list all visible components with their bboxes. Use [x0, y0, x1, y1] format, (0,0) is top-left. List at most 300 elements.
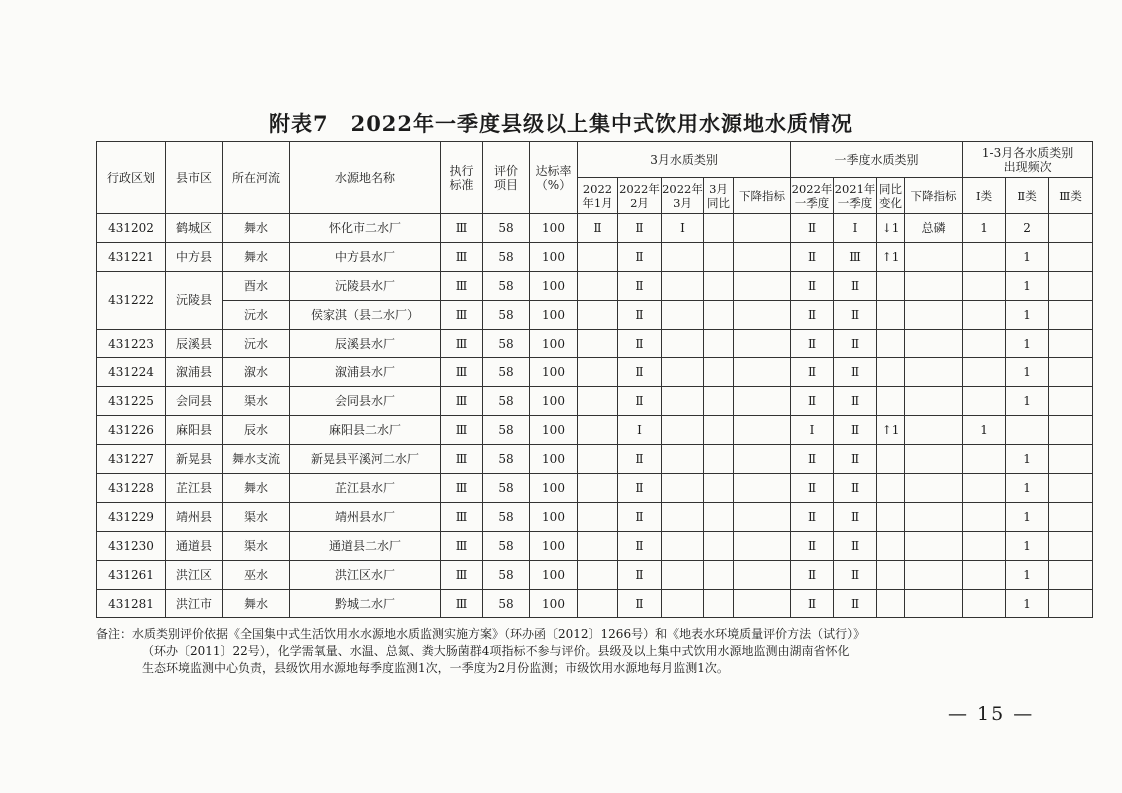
- freq-class2-cell: 1: [1006, 300, 1049, 329]
- rate-cell: 100: [530, 242, 578, 271]
- month-decline-cell: [734, 329, 791, 358]
- month-decline-cell: [734, 271, 791, 300]
- quarter-decline-cell: [905, 502, 963, 531]
- freq-class2-cell: 2: [1006, 214, 1049, 243]
- month-decline-cell: [734, 474, 791, 503]
- source-name-cell: 会同县水厂: [290, 387, 441, 416]
- header-class-1: Ⅰ类: [963, 178, 1006, 214]
- mar-class-cell: [662, 329, 704, 358]
- jan-class-cell: [578, 242, 618, 271]
- region-code-cell: 431229: [97, 502, 166, 531]
- quarter-decline-cell: [905, 242, 963, 271]
- q-yoy-cell: [877, 329, 905, 358]
- standard-cell: Ⅲ: [441, 560, 483, 589]
- county-cell: 靖州县: [166, 502, 223, 531]
- freq-class3-cell: [1049, 242, 1093, 271]
- quarter-decline-cell: [905, 329, 963, 358]
- items-cell: 58: [483, 358, 530, 387]
- region-code-cell: 431228: [97, 474, 166, 503]
- q-yoy-cell: [877, 271, 905, 300]
- month-decline-cell: [734, 502, 791, 531]
- rate-cell: 100: [530, 589, 578, 618]
- rate-cell: 100: [530, 474, 578, 503]
- items-cell: 58: [483, 445, 530, 474]
- mar-class-cell: [662, 271, 704, 300]
- feb-class-cell: Ⅱ: [618, 300, 662, 329]
- q2022-class-cell: Ⅱ: [791, 589, 834, 618]
- freq-class3-cell: [1049, 531, 1093, 560]
- standard-cell: Ⅲ: [441, 329, 483, 358]
- standard-cell: Ⅲ: [441, 242, 483, 271]
- freq-class1-cell: [963, 502, 1006, 531]
- standard-cell: Ⅲ: [441, 358, 483, 387]
- county-cell: 洪江区: [166, 560, 223, 589]
- month-decline-cell: [734, 445, 791, 474]
- river-cell: 溆水: [223, 358, 290, 387]
- source-name-cell: 沅陵县水厂: [290, 271, 441, 300]
- table-row: [97, 502, 1093, 531]
- river-cell: 渠水: [223, 387, 290, 416]
- table-row: [97, 445, 1093, 474]
- header-freq-group: 1-3月各水质类别出现频次: [963, 142, 1093, 178]
- county-cell: 洪江市: [166, 589, 223, 618]
- rate-cell: 100: [530, 560, 578, 589]
- freq-class3-cell: [1049, 300, 1093, 329]
- mar-yoy-cell: [704, 531, 734, 560]
- table-row: [97, 474, 1093, 503]
- source-name-cell: 中方县水厂: [290, 242, 441, 271]
- header-rate: 达标率（%）: [530, 142, 578, 214]
- freq-class3-cell: [1049, 445, 1093, 474]
- rate-cell: 100: [530, 416, 578, 445]
- feb-class-cell: Ⅰ: [618, 416, 662, 445]
- standard-cell: Ⅲ: [441, 214, 483, 243]
- q2021-class-cell: Ⅱ: [834, 474, 877, 503]
- q2021-class-cell: Ⅰ: [834, 214, 877, 243]
- note-line: 生态环境监测中心负责，县级饮用水源地每季度监测1次，一季度为2月份监测；市级饮用水源地每月监测1次。: [142, 661, 729, 675]
- rate-cell: 100: [530, 358, 578, 387]
- rate-cell: 100: [530, 271, 578, 300]
- items-cell: 58: [483, 560, 530, 589]
- mar-yoy-cell: [704, 474, 734, 503]
- q-yoy-cell: ↓1: [877, 214, 905, 243]
- q2021-class-cell: Ⅲ: [834, 242, 877, 271]
- table-row: [97, 387, 1093, 416]
- freq-class2-cell: [1006, 416, 1049, 445]
- items-cell: 58: [483, 531, 530, 560]
- freq-class3-cell: [1049, 214, 1093, 243]
- freq-class1-cell: [963, 387, 1006, 416]
- header-2022-jan: 2022年1月: [578, 178, 618, 214]
- source-name-cell: 洪江区水厂: [290, 560, 441, 589]
- mar-class-cell: [662, 560, 704, 589]
- jan-class-cell: [578, 531, 618, 560]
- items-cell: 58: [483, 416, 530, 445]
- q2022-class-cell: Ⅱ: [791, 300, 834, 329]
- q2021-class-cell: Ⅱ: [834, 271, 877, 300]
- q2022-class-cell: Ⅱ: [791, 358, 834, 387]
- freq-class1-cell: [963, 300, 1006, 329]
- header-items: 评价项目: [483, 142, 530, 214]
- feb-class-cell: Ⅱ: [618, 358, 662, 387]
- header-source-name: 水源地名称: [290, 142, 441, 214]
- standard-cell: Ⅲ: [441, 531, 483, 560]
- quarter-decline-cell: [905, 387, 963, 416]
- mar-yoy-cell: [704, 300, 734, 329]
- q2021-class-cell: Ⅱ: [834, 445, 877, 474]
- rate-cell: 100: [530, 531, 578, 560]
- mar-yoy-cell: [704, 502, 734, 531]
- page-title: 附表7 2022年一季度县级以上集中式饮用水源地水质情况: [268, 111, 854, 136]
- freq-class2-cell: 1: [1006, 531, 1049, 560]
- county-cell: 中方县: [166, 242, 223, 271]
- header-river: 所在河流: [223, 142, 290, 214]
- jan-class-cell: [578, 560, 618, 589]
- month-decline-cell: [734, 300, 791, 329]
- freq-class2-cell: 1: [1006, 242, 1049, 271]
- header-q2021: 2021年一季度: [834, 178, 877, 214]
- freq-class3-cell: [1049, 502, 1093, 531]
- jan-class-cell: [578, 387, 618, 416]
- freq-class2-cell: 1: [1006, 445, 1049, 474]
- freq-class3-cell: [1049, 589, 1093, 618]
- items-cell: 58: [483, 502, 530, 531]
- freq-class2-cell: 1: [1006, 358, 1049, 387]
- source-name-cell: 辰溪县水厂: [290, 329, 441, 358]
- region-code-cell: 431224: [97, 358, 166, 387]
- month-decline-cell: [734, 358, 791, 387]
- header-2022-feb: 2022年2月: [618, 178, 662, 214]
- county-cell: 芷江县: [166, 474, 223, 503]
- q2022-class-cell: Ⅱ: [791, 502, 834, 531]
- mar-class-cell: [662, 242, 704, 271]
- county-cell: 溆浦县: [166, 358, 223, 387]
- q2021-class-cell: Ⅱ: [834, 358, 877, 387]
- quarter-decline-cell: [905, 589, 963, 618]
- feb-class-cell: Ⅱ: [618, 271, 662, 300]
- items-cell: 58: [483, 214, 530, 243]
- quarter-decline-cell: [905, 358, 963, 387]
- q2022-class-cell: Ⅱ: [791, 271, 834, 300]
- standard-cell: Ⅲ: [441, 502, 483, 531]
- river-cell: 舞水: [223, 242, 290, 271]
- source-name-cell: 芷江县水厂: [290, 474, 441, 503]
- county-cell: 通道县: [166, 531, 223, 560]
- river-cell: 渠水: [223, 531, 290, 560]
- q2021-class-cell: Ⅱ: [834, 531, 877, 560]
- q2022-class-cell: Ⅱ: [791, 474, 834, 503]
- month-decline-cell: [734, 214, 791, 243]
- q-yoy-cell: [877, 387, 905, 416]
- q2022-class-cell: Ⅱ: [791, 242, 834, 271]
- region-code-cell: 431221: [97, 242, 166, 271]
- river-cell: 舞水: [223, 589, 290, 618]
- jan-class-cell: Ⅱ: [578, 214, 618, 243]
- region-code-cell: 431202: [97, 214, 166, 243]
- freq-class1-cell: [963, 445, 1006, 474]
- region-code-cell: 431281: [97, 589, 166, 618]
- standard-cell: Ⅲ: [441, 416, 483, 445]
- source-name-cell: 通道县二水厂: [290, 531, 441, 560]
- freq-class3-cell: [1049, 474, 1093, 503]
- freq-class1-cell: 1: [963, 214, 1006, 243]
- county-cell: 会同县: [166, 387, 223, 416]
- freq-class2-cell: 1: [1006, 560, 1049, 589]
- region-code-cell: 431223: [97, 329, 166, 358]
- mar-class-cell: [662, 358, 704, 387]
- source-name-cell: 麻阳县二水厂: [290, 416, 441, 445]
- q-yoy-cell: [877, 358, 905, 387]
- source-name-cell: 怀化市二水厂: [290, 214, 441, 243]
- region-code-cell: 431226: [97, 416, 166, 445]
- table-row: [97, 531, 1093, 560]
- river-cell: 舞水支流: [223, 445, 290, 474]
- standard-cell: Ⅲ: [441, 445, 483, 474]
- jan-class-cell: [578, 358, 618, 387]
- freq-class2-cell: 1: [1006, 387, 1049, 416]
- source-name-cell: 黔城二水厂: [290, 589, 441, 618]
- jan-class-cell: [578, 416, 618, 445]
- freq-class3-cell: [1049, 560, 1093, 589]
- mar-yoy-cell: [704, 214, 734, 243]
- freq-class1-cell: [963, 358, 1006, 387]
- header-quarter-decline: 下降指标: [905, 178, 963, 214]
- standard-cell: Ⅲ: [441, 474, 483, 503]
- mar-yoy-cell: [704, 242, 734, 271]
- feb-class-cell: Ⅱ: [618, 242, 662, 271]
- freq-class3-cell: [1049, 271, 1093, 300]
- source-name-cell: 溆浦县水厂: [290, 358, 441, 387]
- header-class-3: Ⅲ类: [1049, 178, 1093, 214]
- items-cell: 58: [483, 387, 530, 416]
- feb-class-cell: Ⅱ: [618, 445, 662, 474]
- jan-class-cell: [578, 271, 618, 300]
- q2022-class-cell: Ⅱ: [791, 560, 834, 589]
- notes: [96, 626, 1096, 677]
- jan-class-cell: [578, 300, 618, 329]
- standard-cell: Ⅲ: [441, 387, 483, 416]
- rate-cell: 100: [530, 445, 578, 474]
- freq-class3-cell: [1049, 329, 1093, 358]
- mar-yoy-cell: [704, 358, 734, 387]
- q2021-class-cell: Ⅱ: [834, 560, 877, 589]
- mar-class-cell: Ⅰ: [662, 214, 704, 243]
- mar-yoy-cell: [704, 416, 734, 445]
- standard-cell: Ⅲ: [441, 300, 483, 329]
- county-cell: 辰溪县: [166, 329, 223, 358]
- table-row: [97, 300, 1093, 329]
- header-mar-yoy: 3月同比: [704, 178, 734, 214]
- q2022-class-cell: Ⅰ: [791, 416, 834, 445]
- region-code-cell: 431230: [97, 531, 166, 560]
- table-row: [97, 242, 1093, 271]
- freq-class2-cell: 1: [1006, 329, 1049, 358]
- feb-class-cell: Ⅱ: [618, 329, 662, 358]
- region-code-cell: 431222: [97, 271, 166, 329]
- items-cell: 58: [483, 474, 530, 503]
- header-march-group: 3月水质类别: [578, 142, 791, 178]
- source-name-cell: 侯家淇（县二水厂）: [290, 300, 441, 329]
- river-cell: 舞水: [223, 214, 290, 243]
- quarter-decline-cell: 总磷: [905, 214, 963, 243]
- water-quality-table: [96, 141, 1093, 618]
- feb-class-cell: Ⅱ: [618, 474, 662, 503]
- q2021-class-cell: Ⅱ: [834, 502, 877, 531]
- rate-cell: 100: [530, 502, 578, 531]
- freq-class3-cell: [1049, 358, 1093, 387]
- standard-cell: Ⅲ: [441, 271, 483, 300]
- mar-yoy-cell: [704, 387, 734, 416]
- header-region-code: 行政区划: [97, 142, 166, 214]
- items-cell: 58: [483, 242, 530, 271]
- mar-class-cell: [662, 416, 704, 445]
- freq-class3-cell: [1049, 416, 1093, 445]
- mar-class-cell: [662, 445, 704, 474]
- rate-cell: 100: [530, 329, 578, 358]
- mar-class-cell: [662, 387, 704, 416]
- quarter-decline-cell: [905, 271, 963, 300]
- feb-class-cell: Ⅱ: [618, 387, 662, 416]
- river-cell: 沅水: [223, 300, 290, 329]
- header-month-decline: 下降指标: [734, 178, 791, 214]
- q-yoy-cell: ↑1: [877, 416, 905, 445]
- feb-class-cell: Ⅱ: [618, 560, 662, 589]
- feb-class-cell: Ⅱ: [618, 531, 662, 560]
- mar-yoy-cell: [704, 589, 734, 618]
- q2022-class-cell: Ⅱ: [791, 214, 834, 243]
- county-cell: 新晃县: [166, 445, 223, 474]
- q2021-class-cell: Ⅱ: [834, 329, 877, 358]
- quarter-decline-cell: [905, 300, 963, 329]
- table-row: [97, 214, 1093, 243]
- mar-class-cell: [662, 502, 704, 531]
- freq-class2-cell: 1: [1006, 474, 1049, 503]
- table-row: [97, 589, 1093, 618]
- freq-class3-cell: [1049, 387, 1093, 416]
- freq-class2-cell: 1: [1006, 271, 1049, 300]
- quarter-decline-cell: [905, 560, 963, 589]
- q2022-class-cell: Ⅱ: [791, 531, 834, 560]
- rate-cell: 100: [530, 214, 578, 243]
- quarter-decline-cell: [905, 531, 963, 560]
- source-name-cell: 新晃县平溪河二水厂: [290, 445, 441, 474]
- jan-class-cell: [578, 589, 618, 618]
- q2022-class-cell: Ⅱ: [791, 329, 834, 358]
- feb-class-cell: Ⅱ: [618, 502, 662, 531]
- q2021-class-cell: Ⅱ: [834, 416, 877, 445]
- q-yoy-cell: [877, 589, 905, 618]
- rate-cell: 100: [530, 387, 578, 416]
- river-cell: 巫水: [223, 560, 290, 589]
- quarter-decline-cell: [905, 474, 963, 503]
- freq-class1-cell: [963, 474, 1006, 503]
- page-number: — 15 —: [948, 703, 1035, 725]
- table-row: [97, 329, 1093, 358]
- river-cell: 沅水: [223, 329, 290, 358]
- county-cell: 麻阳县: [166, 416, 223, 445]
- table-row: [97, 271, 1093, 300]
- q2021-class-cell: Ⅱ: [834, 387, 877, 416]
- q-yoy-cell: [877, 474, 905, 503]
- river-cell: 渠水: [223, 502, 290, 531]
- q-yoy-cell: [877, 445, 905, 474]
- q2021-class-cell: Ⅱ: [834, 589, 877, 618]
- mar-yoy-cell: [704, 329, 734, 358]
- standard-cell: Ⅲ: [441, 589, 483, 618]
- mar-yoy-cell: [704, 560, 734, 589]
- q2022-class-cell: Ⅱ: [791, 445, 834, 474]
- mar-yoy-cell: [704, 445, 734, 474]
- river-cell: 舞水: [223, 474, 290, 503]
- table-row: [97, 358, 1093, 387]
- quarter-decline-cell: [905, 416, 963, 445]
- jan-class-cell: [578, 502, 618, 531]
- freq-class1-cell: 1: [963, 416, 1006, 445]
- mar-class-cell: [662, 531, 704, 560]
- month-decline-cell: [734, 416, 791, 445]
- county-cell: 鹤城区: [166, 214, 223, 243]
- freq-class2-cell: 1: [1006, 502, 1049, 531]
- month-decline-cell: [734, 387, 791, 416]
- q2022-class-cell: Ⅱ: [791, 387, 834, 416]
- header-2022-mar: 2022年3月: [662, 178, 704, 214]
- mar-yoy-cell: [704, 271, 734, 300]
- region-code-cell: 431225: [97, 387, 166, 416]
- freq-class1-cell: [963, 560, 1006, 589]
- feb-class-cell: Ⅱ: [618, 589, 662, 618]
- quarter-decline-cell: [905, 445, 963, 474]
- items-cell: 58: [483, 271, 530, 300]
- mar-class-cell: [662, 474, 704, 503]
- q-yoy-cell: ↑1: [877, 242, 905, 271]
- table-row: [97, 416, 1093, 445]
- q-yoy-cell: [877, 300, 905, 329]
- month-decline-cell: [734, 560, 791, 589]
- region-code-cell: 431227: [97, 445, 166, 474]
- items-cell: 58: [483, 300, 530, 329]
- month-decline-cell: [734, 531, 791, 560]
- note-line: 备注：水质类别评价依据《全国集中式生活饮用水水源地水质监测实施方案》（环办函〔2012〕1266号）和《地表水环境质量评价方法（试行）》: [96, 627, 866, 641]
- river-cell: 酉水: [223, 271, 290, 300]
- freq-class1-cell: [963, 242, 1006, 271]
- header-class-2: Ⅱ类: [1006, 178, 1049, 214]
- header-standard: 执行标准: [441, 142, 483, 214]
- q-yoy-cell: [877, 560, 905, 589]
- region-code-cell: 431261: [97, 560, 166, 589]
- freq-class1-cell: [963, 589, 1006, 618]
- header-q-yoy: 同比变化: [877, 178, 905, 214]
- q2021-class-cell: Ⅱ: [834, 300, 877, 329]
- q-yoy-cell: [877, 531, 905, 560]
- source-name-cell: 靖州县水厂: [290, 502, 441, 531]
- county-cell: 沅陵县: [166, 271, 223, 329]
- month-decline-cell: [734, 242, 791, 271]
- items-cell: 58: [483, 329, 530, 358]
- items-cell: 58: [483, 589, 530, 618]
- rate-cell: 100: [530, 300, 578, 329]
- freq-class2-cell: 1: [1006, 589, 1049, 618]
- month-decline-cell: [734, 589, 791, 618]
- freq-class1-cell: [963, 531, 1006, 560]
- jan-class-cell: [578, 445, 618, 474]
- jan-class-cell: [578, 474, 618, 503]
- header-county: 县市区: [166, 142, 223, 214]
- header-quarter-group: 一季度水质类别: [791, 142, 963, 178]
- river-cell: 辰水: [223, 416, 290, 445]
- feb-class-cell: Ⅱ: [618, 214, 662, 243]
- jan-class-cell: [578, 329, 618, 358]
- freq-class1-cell: [963, 329, 1006, 358]
